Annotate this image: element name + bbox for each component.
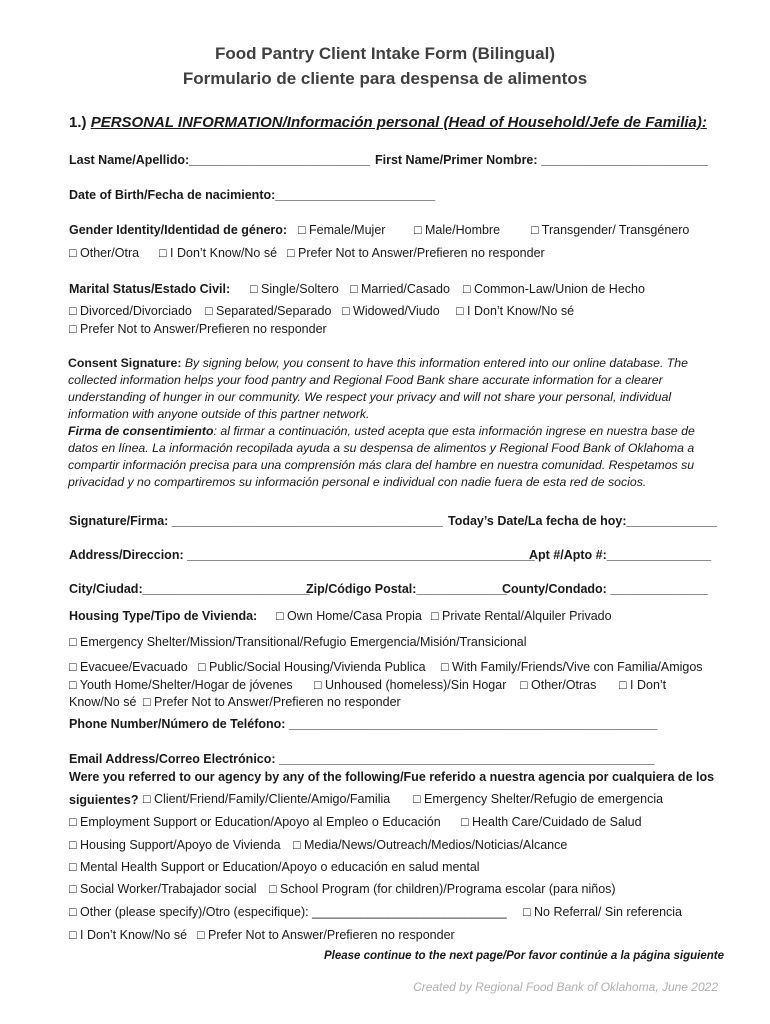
referral-option-employment[interactable]: □ Employment Support or Education/Apoyo al Empleo o Educación <box>69 815 441 829</box>
date-of-birth-field[interactable]: Date of Birth/Fecha de nacimiento:_______________________ <box>69 188 436 202</box>
housing-option-public-housing[interactable]: □ Public/Social Housing/Vivienda Publica <box>198 660 426 674</box>
section-number: 1.) <box>69 114 87 131</box>
zip-field[interactable]: Zip/Código Postal:_____________ <box>306 582 507 596</box>
form-title-english: Food Pantry Client Intake Form (Bilingual) <box>214 44 556 63</box>
housing-option-emergency-shelter[interactable]: □ Emergency Shelter/Mission/Transitional/Refugio Emergencia/Misión/Transicional <box>69 635 527 649</box>
referral-option-mental-health[interactable]: □ Mental Health Support or Education/Apoyo o educación en salud mental <box>69 860 480 874</box>
referral-option-media[interactable]: □ Media/News/Outreach/Medios/Noticias/Alcance <box>293 838 568 852</box>
referral-option-no-referral[interactable]: □ No Referral/ Sin referencia <box>523 905 683 919</box>
phone-field[interactable]: Phone Number/Número de Teléfono: _____________________________________________________ <box>69 717 658 731</box>
housing-option-other[interactable]: □ Other/Otras <box>520 678 597 692</box>
continue-note: Please continue to the next page/Por favor continúe a la página siguiente <box>323 950 724 962</box>
referral-option-housing-support[interactable]: □ Housing Support/Apoyo de Vivienda <box>69 838 281 852</box>
email-field[interactable]: Email Address/Correo Electrónico: ______________________________________________________ <box>69 752 655 766</box>
address-field[interactable]: Address/Direccion: __________________________________________________ <box>69 548 535 562</box>
housing-type-label: Housing Type/Tipo de Vivienda: <box>69 609 258 623</box>
referral-option-other[interactable]: □ Other (please specify)/Otro (especifique): ____________________________ <box>69 905 507 919</box>
housing-option-evacuee[interactable]: □ Evacuee/Evacuado <box>69 660 188 674</box>
referral-question: Were you referred to our agency by any of the following/Fue referido a nuestra agencia por cualquiera de los <box>69 770 715 784</box>
first-name-field[interactable]: First Name/Primer Nombre: ________________________ <box>375 153 708 167</box>
form-title-spanish: Formulario de cliente para despensa de alimentos <box>182 69 588 88</box>
housing-option-unhoused[interactable]: □ Unhoused (homeless)/Sin Hogar <box>314 678 507 692</box>
marital-option-divorced[interactable]: □ Divorced/Divorciado <box>69 304 192 318</box>
gender-option-prefer-not[interactable]: □ Prefer Not to Answer/Prefieren no responder <box>287 246 545 260</box>
referral-question-cont: siguientes? <box>69 793 139 807</box>
signature-field[interactable]: Signature/Firma: _______________________________________ <box>69 514 443 528</box>
referral-option-prefer-not[interactable]: □ Prefer Not to Answer/Prefieren no responder <box>197 928 455 942</box>
referral-option-health-care[interactable]: □ Health Care/Cuidado de Salud <box>461 815 642 829</box>
section-1-heading <box>69 114 707 131</box>
county-field[interactable]: County/Condado: ______________ <box>502 582 708 596</box>
marital-option-prefer-not[interactable]: □ Prefer Not to Answer/Prefieren no responder <box>69 322 327 336</box>
consent-text-spanish: : al firmar a continuación, usted acepta que esta información ingrese en nuestra base de datos en línea. La información recopilada ayuda a su despensa de alimentos y Regional Food Bank of Oklahoma a compartir información precisa para una comprensión más clara del hambre en nuestra comunidad. Respetamos su privacidad y no compartiremos su información personal e individual con nadie fuera de esta red de socios. <box>68 424 695 489</box>
gender-label: Gender Identity/Identidad de género: <box>69 223 288 237</box>
housing-option-with-family[interactable]: □ With Family/Friends/Vive con Familia/Amigos <box>441 660 703 674</box>
marital-option-single[interactable]: □ Single/Soltero <box>250 282 339 296</box>
gender-option-dont-know[interactable]: □ I Don’t Know/No sé <box>159 246 278 260</box>
gender-option-other[interactable]: □ Other/Otra <box>69 246 140 260</box>
footer-credit: Created by Regional Food Bank of Oklahoma, June 2022 <box>413 980 718 994</box>
consent-label-spanish: Firma de consentimiento <box>68 424 214 438</box>
consent-text-english: By signing below, you consent to have this information entered into our online database. The collected information helps your food pantry and Regional Food Bank share accurate information for a clearer understanding of hunger in our community. We respect your privacy and will not share your personal, individual information with anyone outside of this partner network. <box>68 356 688 421</box>
referral-option-school-program[interactable]: □ School Program (for children)/Programa escolar (para niños) <box>269 882 616 896</box>
last-name-field[interactable]: Last Name/Apellido:__________________________ <box>69 153 370 167</box>
housing-option-dont-know-cont: Know/No sé <box>69 695 137 709</box>
housing-option-own-home[interactable]: □ Own Home/Casa Propia <box>276 609 422 623</box>
housing-option-dont-know[interactable]: □ I Don’t <box>619 678 667 692</box>
marital-option-common-law[interactable]: □ Common-Law/Union de Hecho <box>463 282 645 296</box>
housing-option-prefer-not[interactable]: □ Prefer Not to Answer/Prefieren no responder <box>143 695 401 709</box>
gender-option-transgender[interactable]: □ Transgender/ Transgénero <box>531 223 690 237</box>
section-label: PERSONAL INFORMATION/Información personal (Head of Household/Jefe de Familia): <box>90 114 707 131</box>
gender-option-female[interactable]: □ Female/Mujer <box>298 223 386 237</box>
city-field[interactable]: City/Ciudad:________________________ <box>69 582 310 596</box>
gender-option-male[interactable]: □ Male/Hombre <box>414 223 501 237</box>
marital-option-separated[interactable]: □ Separated/Separado <box>205 304 332 318</box>
referral-option-emergency-shelter[interactable]: □ Emergency Shelter/Refugio de emergencia <box>413 792 664 806</box>
todays-date-field[interactable]: Today’s Date/La fecha de hoy:_____________ <box>448 514 717 528</box>
housing-option-youth-home[interactable]: □ Youth Home/Shelter/Hogar de jóvenes <box>69 678 293 692</box>
referral-option-client[interactable]: □ Client/Friend/Family/Cliente/Amigo/Familia <box>143 792 391 806</box>
marital-option-married[interactable]: □ Married/Casado <box>350 282 450 296</box>
marital-status-label: Marital Status/Estado Civil: <box>69 282 231 296</box>
referral-option-dont-know[interactable]: □ I Don’t Know/No sé <box>69 928 188 942</box>
housing-option-private-rental[interactable]: □ Private Rental/Alquiler Privado <box>431 609 612 623</box>
apt-field[interactable]: Apt #/Apto #:_______________ <box>529 548 712 562</box>
referral-option-social-worker[interactable]: □ Social Worker/Trabajador social <box>69 882 257 896</box>
consent-paragraph <box>68 355 708 491</box>
marital-option-dont-know[interactable]: □ I Don’t Know/No sé <box>456 304 575 318</box>
consent-label-english: Consent Signature: <box>68 356 182 370</box>
marital-option-widowed[interactable]: □ Widowed/Viudo <box>342 304 440 318</box>
